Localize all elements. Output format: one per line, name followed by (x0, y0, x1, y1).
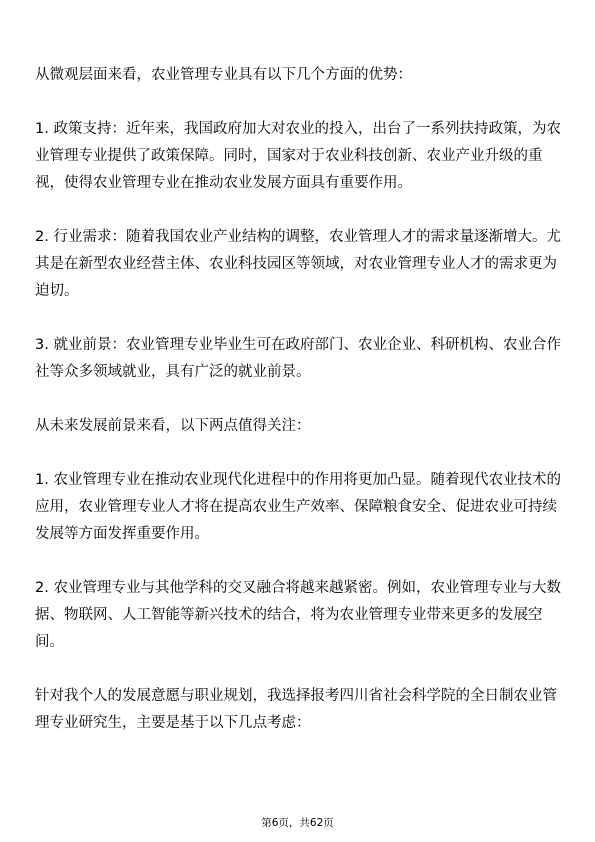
paragraph-industry-demand: 2. 行业需求：随着我国农业产业结构的调整，农业管理人才的需求量逐渐增大。尤其是在新型农业经营主体、农业科技园区等领域，对农业管理专业人才的需求更为迫切。 (35, 229, 561, 299)
paragraph-future-outlook-intro: 从未来发展前景来看，以下两点值得关注： (35, 418, 311, 434)
paragraph-micro-level-intro: 从微观层面来看，农业管理专业具有以下几个方面的优势： (35, 67, 412, 83)
page-number: 第6页，共62页 (261, 817, 334, 829)
paragraph-policy-support: 1. 政策支持：近年来，我国政府加大对农业的投入，出台了一系列扶持政策，为农业管理专业提供了政策保障。同时，国家对于农业科技创新、农业产业升级的重视，使得农业管理专业在推动农业发展方面具有重要作用。 (35, 121, 561, 191)
paragraph-interdisciplinary: 2. 农业管理专业与其他学科的交叉融合将越来越紧密。例如，农业管理专业与大数据、物联网、人工智能等新兴技术的结合，将为农业管理专业带来更多的发展空间。 (35, 580, 561, 650)
paragraph-employment-prospects: 3. 就业前景：农业管理专业毕业生可在政府部门、农业企业、科研机构、农业合作社等众多领域就业，具有广泛的就业前景。 (35, 337, 561, 380)
paragraph-personal-choice: 针对我个人的发展意愿与职业规划，我选择报考四川省社会科学院的全日制农业管理专业研究生，主要是基于以下几点考虑： (35, 688, 557, 731)
document-body (35, 62, 562, 737)
paragraph-modernization-role: 1. 农业管理专业在推动农业现代化进程中的作用将更加凸显。随着现代农业技术的应用，农业管理专业人才将在提高农业生产效率、保障粮食安全、促进农业可持续发展等方面发挥重要作用。 (35, 472, 561, 542)
